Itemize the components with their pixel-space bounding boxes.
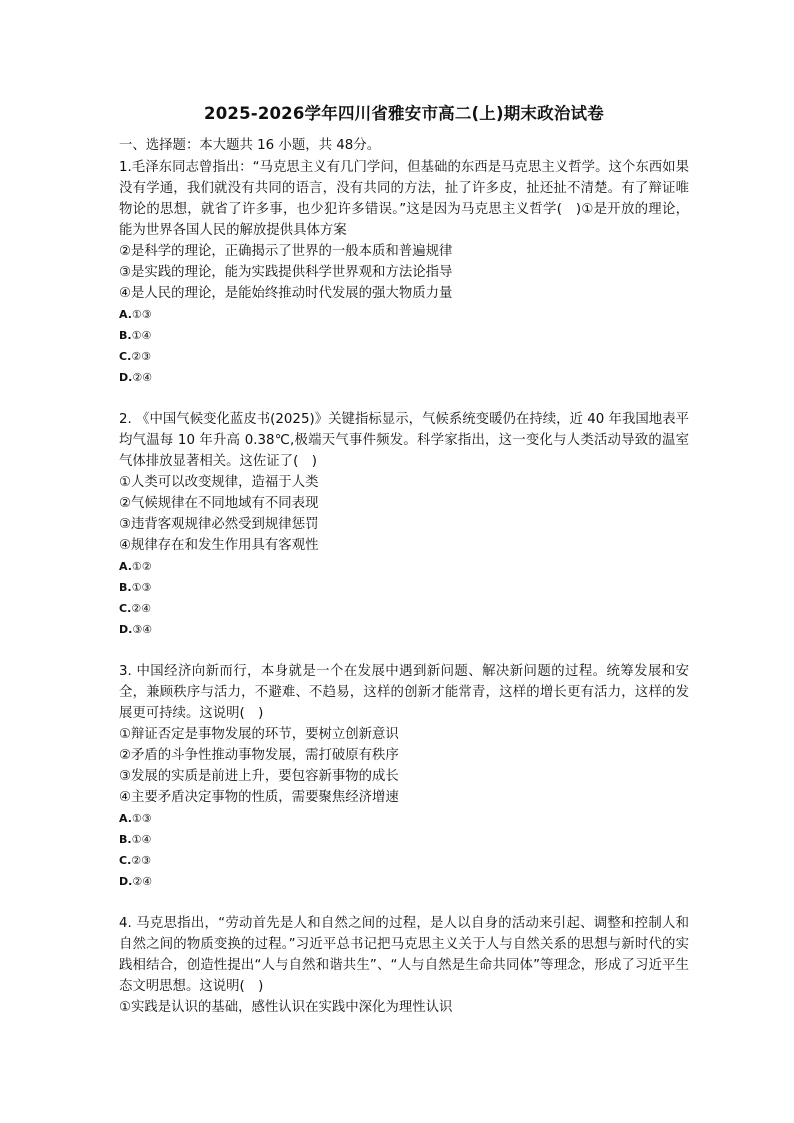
option-b	[119, 829, 689, 850]
option-text: ①④	[131, 833, 152, 846]
exam-page	[119, 100, 689, 1039]
option-letter: B.	[119, 581, 132, 594]
statement: ③违背客观规律必然受到规律惩罚	[119, 517, 319, 532]
option-letter: A.	[119, 560, 132, 573]
option-text: ①③	[131, 308, 152, 321]
option-c	[119, 598, 689, 619]
statement: ②矛盾的斗争性推动事物发展，需打破原有秩序	[119, 748, 399, 763]
question-1	[119, 157, 689, 388]
statement: ④规律存在和发生作用具有客观性	[119, 538, 319, 553]
option-text: ①④	[131, 329, 152, 342]
statement: ③是实践的理论，能为实践提供科学世界观和方法论指导	[119, 265, 453, 280]
option-d	[119, 871, 689, 892]
question-2	[119, 409, 689, 640]
statement: ①人类可以改变规律，造福于人类	[119, 475, 319, 490]
option-c	[119, 346, 689, 367]
option-text: ②④	[132, 371, 153, 384]
question-stem: 1.毛泽东同志曾指出：“马克思主义有几门学问，但基础的东西是马克思主义哲学。这个东西如果没有学通，我们就没有共同的语言，没有共同的方法，扯了许多皮，扯还扯不清楚。有了辩证唯物论的思想，就省了许多事，也少犯许多错误。”这是因为马克思主义哲学( )①是开放的理论，能为世界各国人民的解放提供具体方案	[119, 160, 689, 238]
option-c	[119, 850, 689, 871]
option-d	[119, 367, 689, 388]
option-b	[119, 577, 689, 598]
option-letter: C.	[119, 602, 132, 615]
option-letter: A.	[119, 812, 132, 825]
statement: ②是科学的理论，正确揭示了世界的一般本质和普遍规律	[119, 244, 453, 259]
option-text: ①③	[131, 812, 152, 825]
statement: ①实践是认识的基础，感性认识在实践中深化为理性认识	[119, 1000, 453, 1015]
option-a	[119, 808, 689, 829]
page-title: 2025-2026学年四川省雅安市高二(上)期末政治试卷	[204, 104, 604, 123]
option-text: ①②	[131, 560, 152, 573]
option-text: ②③	[131, 350, 151, 363]
option-letter: B.	[119, 833, 132, 846]
option-a	[119, 556, 689, 577]
statement: ①辩证否定是事物发展的环节，要树立创新意识	[119, 727, 399, 742]
statement: ③发展的实质是前进上升，要包容新事物的成长	[119, 769, 399, 784]
section-header: 一、选择题：本大题共 16 小题，共 48分。	[119, 138, 381, 153]
option-letter: D.	[119, 875, 133, 888]
option-text: ②③	[131, 854, 151, 867]
question-stem: 2. 《中国气候变化蓝皮书(2025)》关键指标显示，气候系统变暖仍在持续，近 40 年我国地表平均气温每 10 年升高 0.38℃,极端天气事件频发。科学家指出，这一变化与人类活动导致的温室气体排放显著相关。这佐证了( )	[119, 412, 689, 469]
statement: ④是人民的理论，是能始终推动时代发展的强大物质力量	[119, 286, 453, 301]
option-d	[119, 619, 689, 640]
question-3	[119, 661, 689, 892]
question-stem: 4. 马克思指出，“劳动首先是人和自然之间的过程，是人以自身的活动来引起、调整和控制人和自然之间的物质变换的过程。”习近平总书记把马克思主义关于人与自然关系的思想与新时代的实践相结合，创造性提出“人与自然和谐共生”、“人与自然是生命共同体”等理念，形成了习近平生态文明思想。这说明( )	[119, 916, 689, 994]
option-letter: C.	[119, 854, 132, 867]
statement: ②气候规律在不同地域有不同表现	[119, 496, 319, 511]
option-text: ②④	[131, 602, 151, 615]
option-text: ②④	[132, 875, 153, 888]
option-text: ③④	[132, 623, 153, 636]
option-letter: D.	[119, 623, 133, 636]
option-a	[119, 304, 689, 325]
statement: ④主要矛盾决定事物的性质，需要聚焦经济增速	[119, 790, 399, 805]
option-letter: A.	[119, 308, 132, 321]
option-b	[119, 325, 689, 346]
question-4	[119, 913, 689, 1018]
question-stem: 3. 中国经济向新而行，本身就是一个在发展中遇到新问题、解决新问题的过程。统筹发展和安全，兼顾秩序与活力，不避难、不趋易，这样的创新才能常青，这样的增长更有活力，这样的发展更可持续。这说明( )	[119, 664, 689, 721]
option-letter: C.	[119, 350, 132, 363]
option-text: ①③	[131, 581, 152, 594]
option-letter: D.	[119, 371, 133, 384]
option-letter: B.	[119, 329, 132, 342]
